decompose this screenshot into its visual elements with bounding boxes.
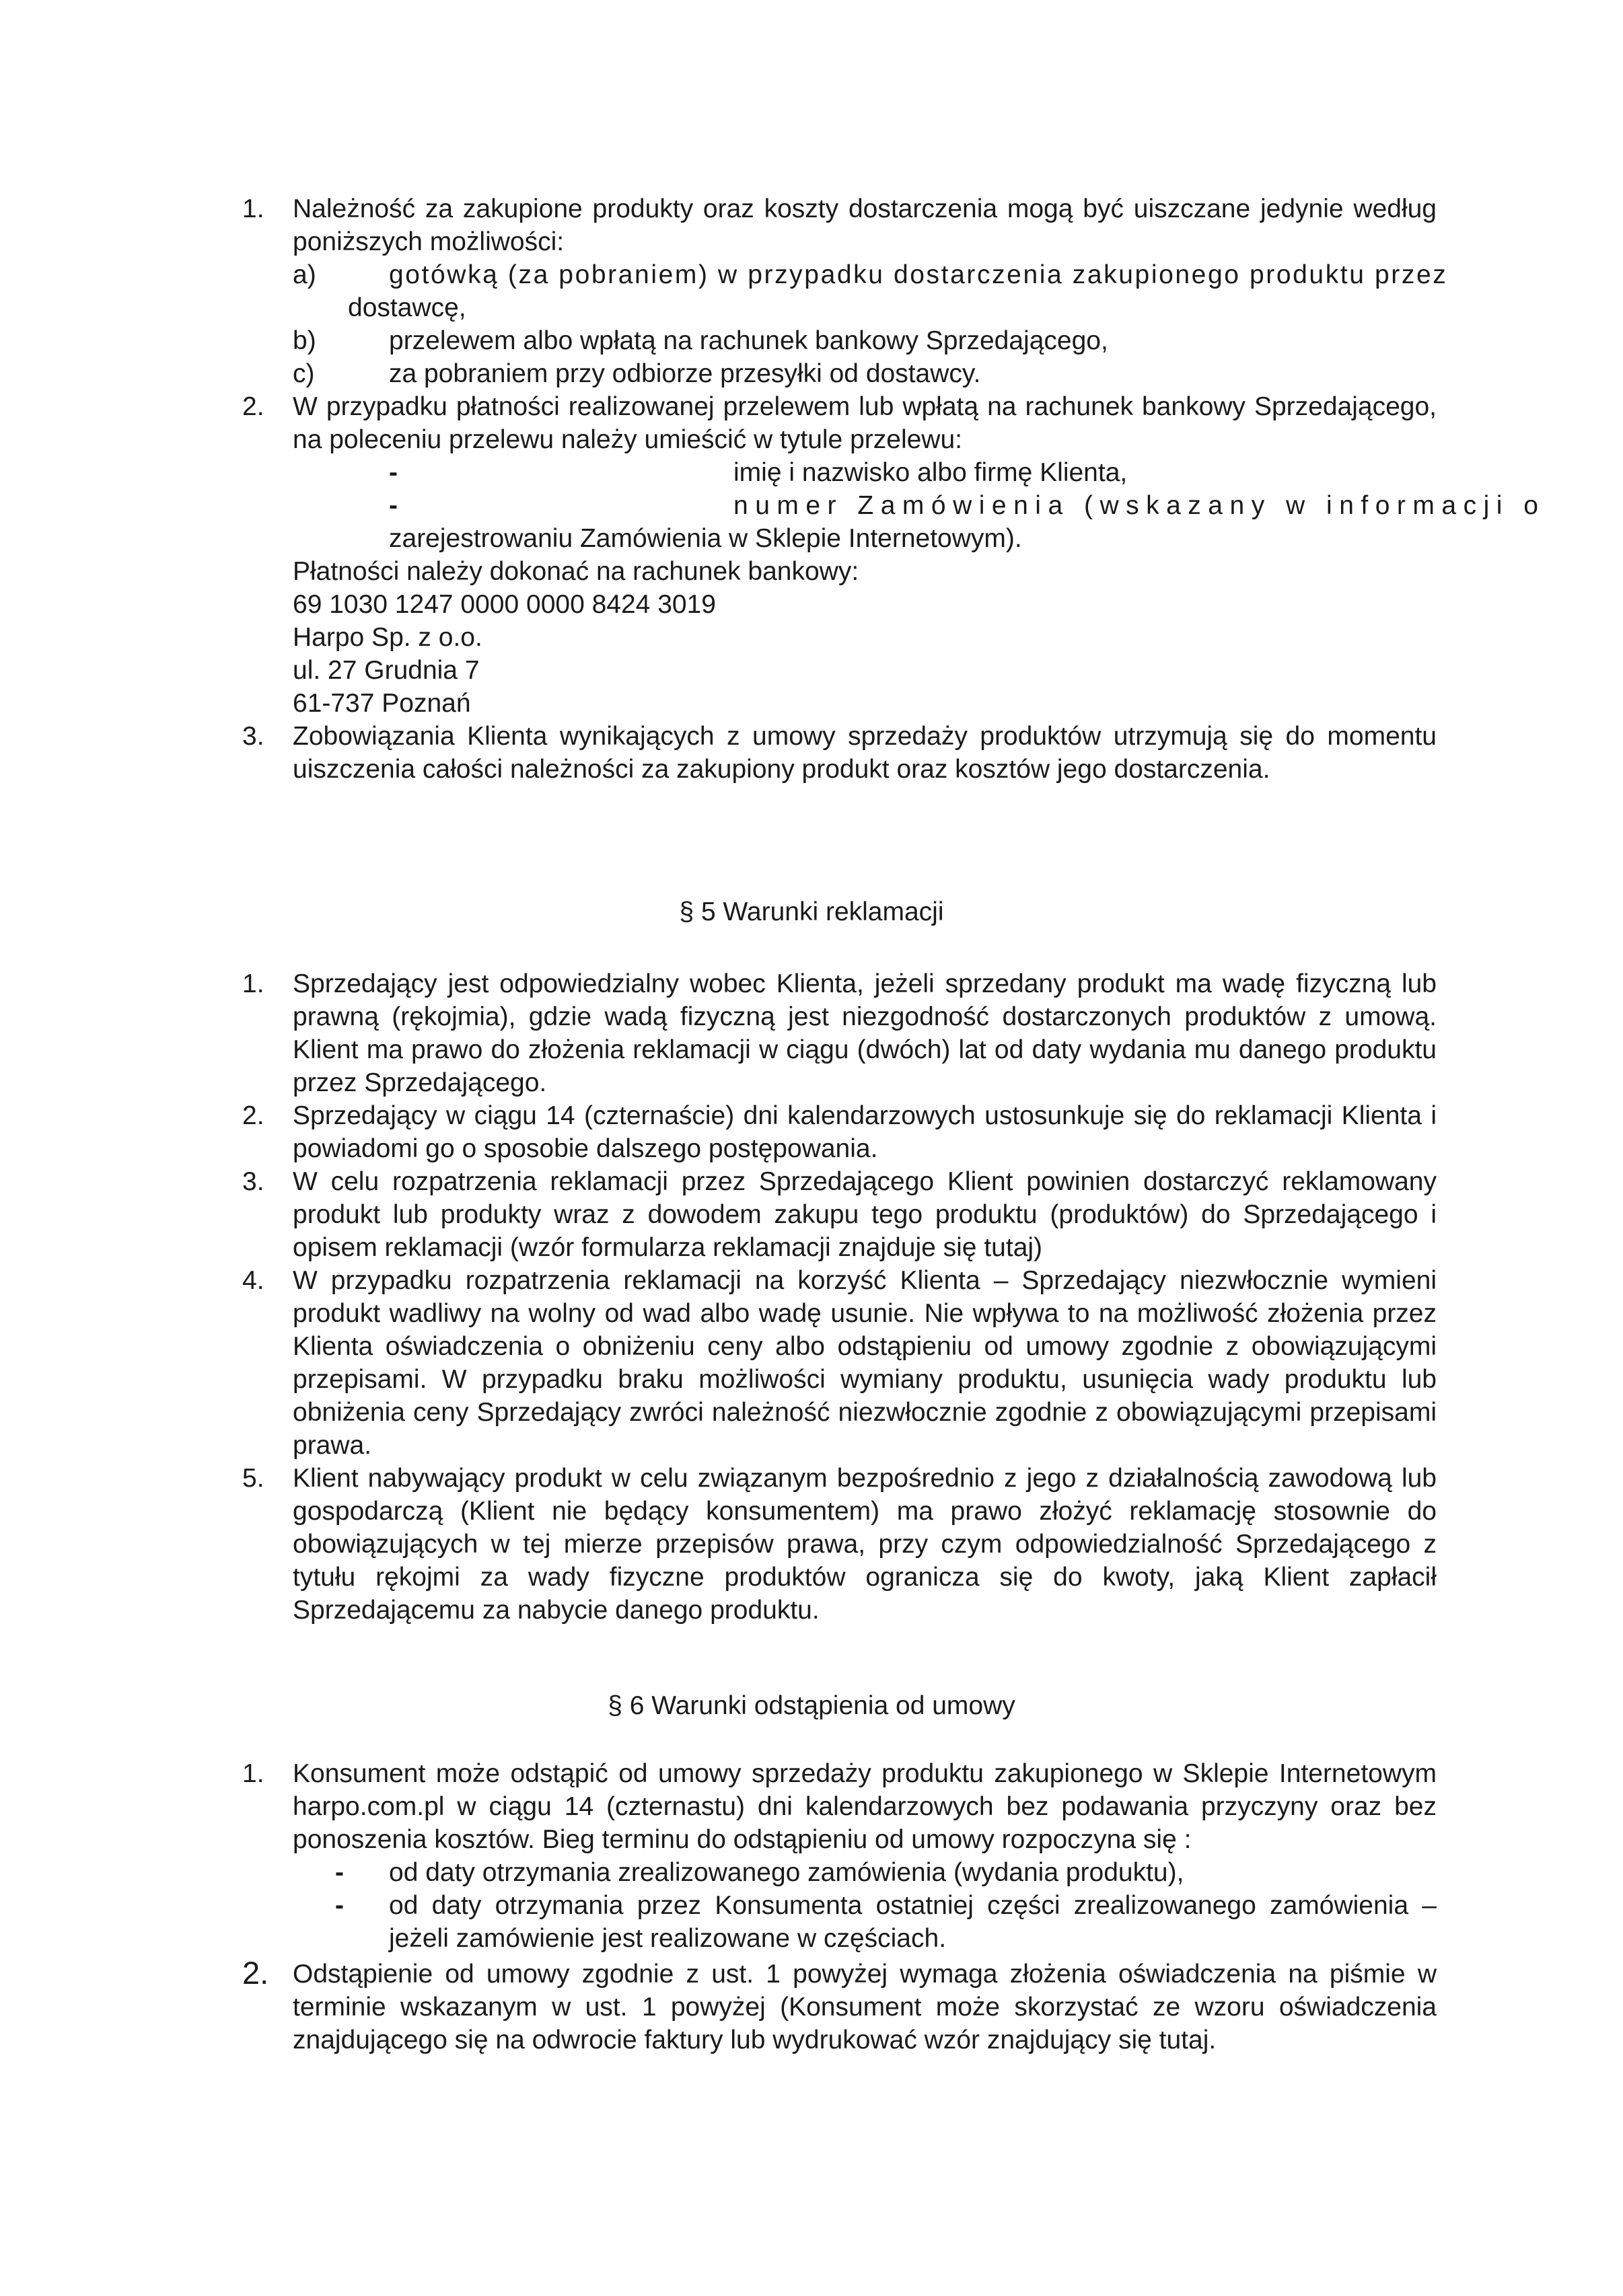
dash-bullet: -	[389, 458, 398, 487]
sub-item-label: c)	[293, 359, 315, 388]
complaint-paragraph: W przypadku rozpatrzenia reklamacji na korzyść Klienta – Sprzedający niezwłocznie wymieni produkt wadliwy na wolny od wad albo wadę usunie. Nie wpływa to na możliwość złożenia przez Klienta oświadczenia o obniżeniu ceny albo odstąpieniu od umowy zgodnie z obowiązującymi przepisami. W przypadku braku możliwości wymiany produktu, usunięcia wady produktu lub obniżenia ceny Sprzedający zwróci należność niezwłocznie zgodnie z obowiązującymi przepisami prawa.	[293, 1266, 1437, 1460]
dash-item-last-part-date: od daty otrzymania przez Konsumenta ostatniej części zrealizowanego zamówienia – jeżeli zamówienie jest realizowane w częściach.	[389, 1891, 1437, 1953]
item-number: 2.	[242, 1955, 269, 1991]
section-heading-complaints: § 5 Warunki reklamacji	[679, 897, 944, 926]
bank-company: Harpo Sp. z o.o.	[293, 623, 482, 652]
item-number: 4.	[242, 1266, 264, 1295]
withdrawal-form-paragraph: Odstąpienie od umowy zgodnie z ust. 1 powyżej wymaga złożenia oświadczenia na piśmie w terminie wskazanym w ust. 1 powyżej (Konsument może skorzystać ze wzoru oświadczenia znajdującego się na odwrocie faktury lub wydrukować wzór znajdujący się tutaj.	[293, 1960, 1437, 2054]
dash-bullet: -	[335, 1858, 344, 1887]
dash-bullet: -	[335, 1891, 344, 1920]
dash-item-delivery-date: od daty otrzymania zrealizowanego zamówienia (wydania produktu),	[389, 1858, 1184, 1887]
dash-item-client-name: imię i nazwisko albo firmę Klienta,	[733, 458, 1128, 487]
item-number: 3.	[242, 1167, 264, 1196]
sub-item-label: b)	[293, 326, 316, 355]
dash-bullet: -	[389, 491, 398, 520]
dash-item-order-number-line2: zarejestrowaniu Zamówienia w Sklepie Internetowym).	[389, 524, 1022, 553]
complaint-paragraph: Sprzedający w ciągu 14 (czternaście) dni kalendarzowych ustosunkuje się do reklamacji Klienta i powiadomi go o sposobie dalszego postępowania.	[293, 1101, 1437, 1163]
bank-account-number: 69 1030 1247 0000 0000 8424 3019	[293, 590, 716, 619]
sub-item-cash-line1: gotówką (za pobraniem) w przypadku dostarczenia zakupionego produktu przez	[389, 260, 1448, 289]
section-heading-withdrawal: § 6 Warunki odstąpienia od umowy	[608, 1691, 1015, 1720]
sub-item-cash-line2: dostawcę,	[348, 293, 466, 322]
sub-item-transfer: przelewem albo wpłatą na rachunek bankowy Sprzedającego,	[389, 326, 1108, 355]
bank-city: 61-737 Poznań	[293, 689, 471, 718]
item-number: 1.	[242, 969, 264, 998]
item-number: 2.	[242, 1101, 264, 1130]
withdrawal-paragraph: Konsument może odstąpić od umowy sprzedaży produktu zakupionego w Sklepie Internetowym harpo.com.pl w ciągu 14 (czternastu) dni kalendarzowych bez podawania przyczyny oraz bez ponoszenia kosztów. Bieg terminu do odstąpieniu od umowy rozpoczyna się :	[293, 1759, 1437, 1854]
transfer-title-paragraph: W przypadku płatności realizowanej przelewem lub wpłatą na rachunek bankowy Sprzedającego, na poleceniu przelewu należy umieścić w tytule przelewu:	[293, 392, 1437, 454]
dash-item-order-number-line1: numer Zamówienia (wskazany w informacji o	[733, 491, 1546, 520]
item-number: 2.	[242, 392, 264, 421]
item-number: 1.	[242, 194, 264, 223]
item-number: 5.	[242, 1464, 264, 1493]
sub-item-label: a)	[293, 260, 316, 289]
bank-street: ul. 27 Grudnia 7	[293, 656, 480, 685]
payment-methods-paragraph: Należność za zakupione produkty oraz koszty dostarczenia mogą być uiszczane jedynie według poniższych możliwości:	[293, 194, 1437, 256]
item-number: 1.	[242, 1759, 264, 1788]
obligations-paragraph: Zobowiązania Klienta wynikających z umowy sprzedaży produktów utrzymują się do momentu uiszczenia całości należności za zakupiony produkt oraz kosztów jego dostarczenia.	[293, 722, 1437, 784]
sub-item-cod: za pobraniem przy odbiorze przesyłki od dostawcy.	[389, 359, 981, 388]
complaint-paragraph: W celu rozpatrzenia reklamacji przez Sprzedającego Klient powinien dostarczyć reklamowany produkt lub produkty wraz z dowodem zakupu tego produktu (produktów) do Sprzedającego i opisem reklamacji (wzór formularza reklamacji znajduje się tutaj)	[293, 1167, 1437, 1262]
item-number: 3.	[242, 722, 264, 751]
complaint-paragraph: Sprzedający jest odpowiedzialny wobec Klienta, jeżeli sprzedany produkt ma wadę fizyczną lub prawną (rękojmia), gdzie wadą fizyczną jest niezgodność dostarczonych produktów z umową. Klient ma prawo do złożenia reklamacji w ciągu (dwóch) lat od daty wydania mu danego produktu przez Sprzedającego.	[293, 969, 1437, 1097]
bank-intro: Płatności należy dokonać na rachunek bankowy:	[293, 557, 859, 586]
complaint-paragraph: Klient nabywający produkt w celu związanym bezpośrednio z jego z działalnością zawodową lub gospodarczą (Klient nie będący konsumentem) ma prawo złożyć reklamację stosownie do obowiązujących w tej mierze przepisów prawa, przy czym odpowiedzialność Sprzedającego z tytułu rękojmi za wady fizyczne produktów ogranicza się do kwoty, jaką Klient zapłacił Sprzedającemu za nabycie danego produktu.	[293, 1464, 1437, 1625]
